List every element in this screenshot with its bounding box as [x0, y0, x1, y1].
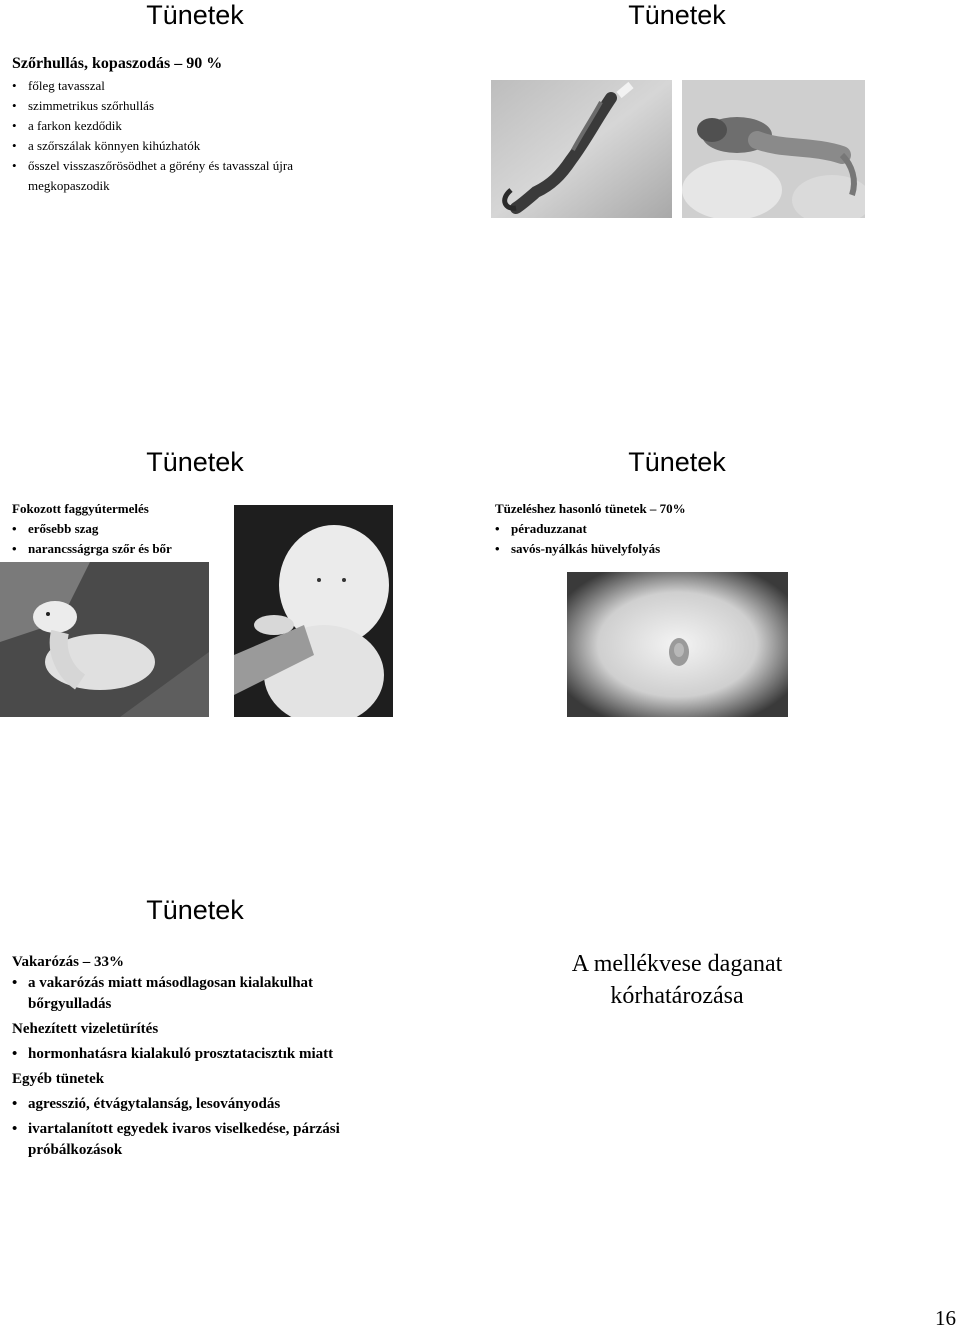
- slide5-heading-1: Vakarózás – 33%: [12, 954, 124, 970]
- slide3-list: [12, 519, 252, 559]
- slide5-title: Tünetek: [146, 895, 244, 925]
- slide5-heading-3: Egyéb tünetek: [12, 1071, 105, 1087]
- slide3-heading: Fokozott faggyútermelés: [12, 501, 149, 516]
- list-item: • a farkon kezdődik: [12, 116, 452, 136]
- white-ferret-photo-right: [234, 505, 393, 717]
- slide2-title: Tünetek: [628, 0, 726, 30]
- list-item: • narancsságrga szőr és bőr: [12, 539, 252, 559]
- slide5-list-3: [12, 1094, 392, 1161]
- list-item: • péraduzzanat: [495, 519, 895, 539]
- slide6-title-line2: kórhatározása: [610, 983, 744, 1009]
- page-number: 16: [935, 1306, 956, 1330]
- slide5-list-2: [12, 1044, 392, 1065]
- ferret-hanging-photo: [491, 80, 672, 218]
- slide4-content: [495, 499, 895, 559]
- slide1-list: [12, 76, 452, 196]
- list-item: • szimmetrikus szőrhullás: [12, 96, 452, 116]
- slide3-content: [12, 499, 252, 559]
- slide5-heading-2: Nehezített vizeletürítés: [12, 1021, 159, 1037]
- slide5-content: [12, 952, 392, 1161]
- list-item: • a szőrszálak könnyen kihúzhatók: [12, 136, 452, 156]
- slide1-title: Tünetek: [146, 0, 244, 30]
- slide5-list-1: [12, 973, 392, 1015]
- slide6-title: [527, 948, 827, 1012]
- slide1-heading: Szőrhullás, kopaszodás – 90 %: [12, 55, 223, 72]
- list-item: • hormonhatásra kialakuló prosztatacisztık miatt: [12, 1044, 392, 1065]
- list-item: • erősebb szag: [12, 519, 252, 539]
- swelling-closeup-photo: [567, 572, 788, 717]
- list-item: • a vakarózás miatt másodlagosan kialakulhat bőrgyulladás: [12, 973, 392, 1015]
- slide3-title: Tünetek: [146, 447, 244, 477]
- ferret-lying-photo: [682, 80, 865, 218]
- slide1-content: [12, 54, 452, 196]
- list-item: • ivartalanított egyedek ivaros viselkedése, párzási próbálkozások: [12, 1119, 392, 1161]
- slide6-title-line1: A mellékvese daganat: [571, 951, 783, 977]
- list-item: • ősszel visszaszőrösödhet a görény és tavasszal újra megkopaszodik: [12, 156, 368, 196]
- list-item: • savós-nyálkás hüvelyfolyás: [495, 539, 895, 559]
- slide4-title: Tünetek: [628, 447, 726, 477]
- white-ferret-photo-left: [0, 562, 209, 717]
- slide4-heading: Tüzeléshez hasonló tünetek – 70%: [495, 501, 686, 516]
- list-item: • agresszió, étvágytalanság, lesoványodás: [12, 1094, 392, 1115]
- slide4-list: [495, 519, 895, 559]
- list-item: • főleg tavasszal: [12, 76, 452, 96]
